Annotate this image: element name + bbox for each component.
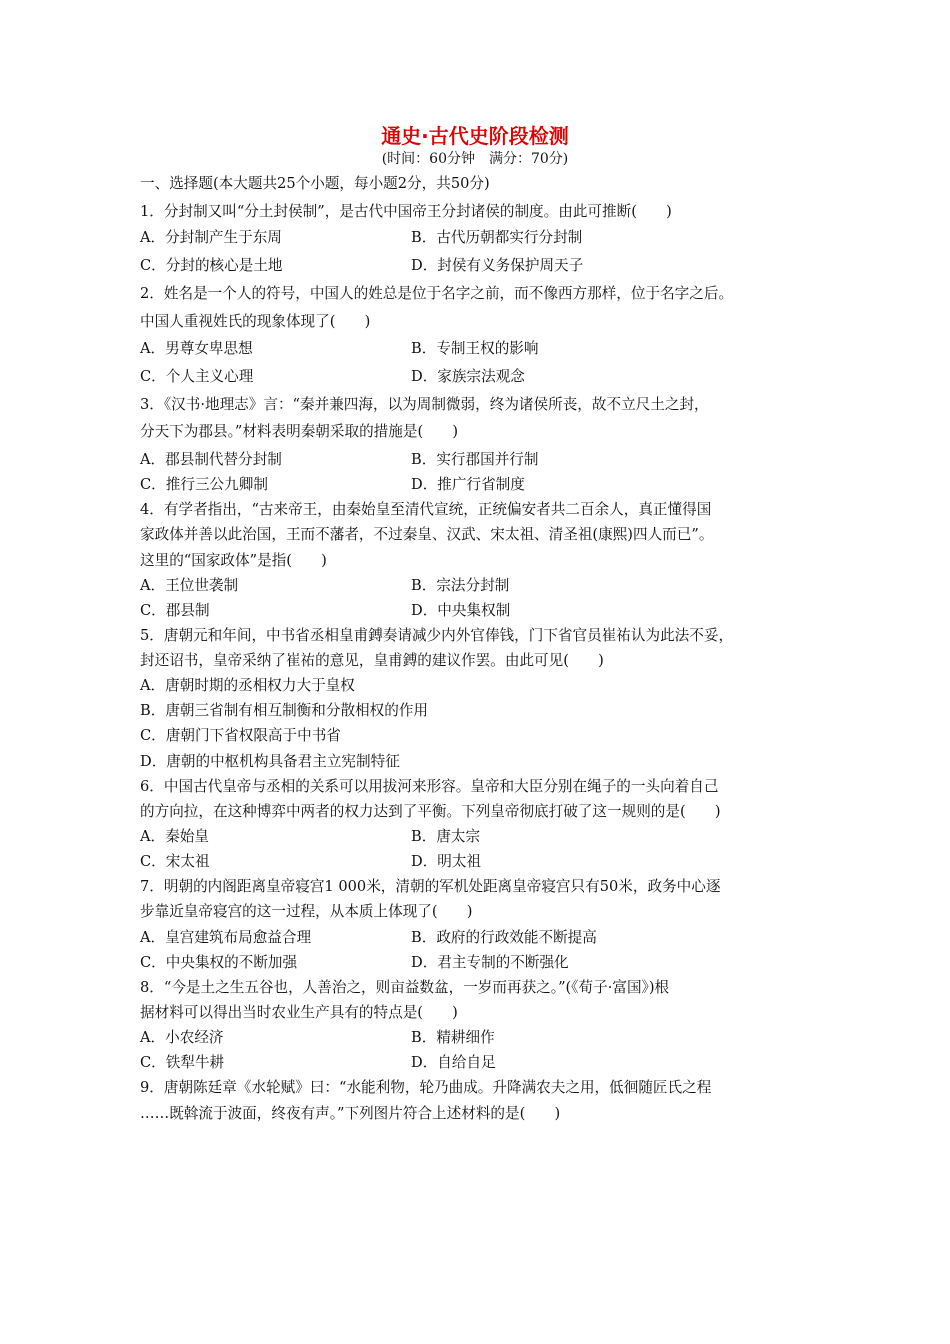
question-stem-line: 8．“今是土之生五谷也，人善治之，则亩益数盆，一岁而再获之。”(《荀子·富国》)根 [140, 979, 670, 996]
section-heading: 一、选择题(本大题共25个小题，每小题2分，共50分) [140, 175, 490, 192]
option-d: D．推广行省制度 [411, 476, 525, 493]
option-d: D．明太祖 [411, 853, 482, 870]
option-a: A．唐朝时期的丞相权力大于皇权 [140, 677, 355, 694]
question-stem-line: ……既斡流于波面，终夜有声。”下列图片符合上述材料的是( ) [140, 1105, 561, 1122]
question-stem-line: 3．《汉书·地理志》言：“秦并兼四海，以为周制微弱，终为诸侯所丧，故不立尺土之封， [140, 396, 709, 413]
option-c: C．个人主义心理 [140, 368, 254, 385]
option-d: D．中央集权制 [411, 602, 511, 619]
page-subtitle: (时间：60分钟 满分：70分) [381, 151, 569, 167]
page-title: 通史·古代史阶段检测 [381, 124, 569, 148]
question-stem-line: 9．唐朝陈廷章《水轮赋》曰：“水能利物，轮乃曲成。升降满农夫之用，低徊随匠氏之程 [140, 1079, 712, 1096]
option-c: C．推行三公九卿制 [140, 476, 268, 493]
option-a: A．秦始皇 [140, 828, 209, 845]
option-c: C．中央集权的不断加强 [140, 954, 298, 971]
option-c: C．分封的核心是土地 [140, 257, 283, 274]
option-d: D．家族宗法观念 [411, 368, 525, 385]
option-b: B．唐朝三省制有相互制衡和分散相权的作用 [140, 702, 429, 719]
question-stem-line: 家政体并善以此治国，王而不藩者，不过秦皇、汉武、宋太祖、清圣祖(康熙)四人而已”。 [140, 526, 714, 543]
option-b: B．宗法分封制 [411, 577, 510, 594]
option-a: A．皇宫建筑布局愈益合理 [140, 929, 312, 946]
question-stem-line: 分天下为郡县。”材料表明秦朝采取的措施是( ) [140, 423, 459, 440]
option-b: B．唐太宗 [411, 828, 481, 845]
option-a: A．王位世袭制 [140, 577, 239, 594]
question-stem-line: 4．有学者指出，“古来帝王，由秦始皇至清代宣统，正统偏安者共二百余人，真正懂得国 [140, 501, 712, 518]
question-stem-line: 2．姓名是一个人的符号，中国人的姓总是位于名字之前，而不像西方那样，位于名字之后。 [140, 285, 734, 302]
option-b: B．实行郡国并行制 [411, 451, 539, 468]
option-c: C．郡县制 [140, 602, 210, 619]
option-c: C．宋太祖 [140, 853, 210, 870]
option-b: B．专制王权的影响 [411, 340, 539, 357]
option-c: C．唐朝门下省权限高于中书省 [140, 727, 341, 744]
option-b: B．精耕细作 [411, 1029, 495, 1046]
option-b: B．古代历朝都实行分封制 [411, 229, 583, 246]
option-b: B．政府的行政效能不断提高 [411, 929, 597, 946]
question-stem-line: 5．唐朝元和年间，中书省丞相皇甫鎛奏请减少内外官俸钱，门下省官员崔祐认为此法不妥， [140, 627, 734, 644]
option-a: A．郡县制代替分封制 [140, 451, 282, 468]
question-stem-line: 据材料可以得出当时农业生产具有的特点是( ) [140, 1004, 458, 1021]
question-stem-line: 中国人重视姓氏的现象体现了( ) [140, 313, 371, 330]
option-c: C．铁犁牛耕 [140, 1054, 225, 1071]
question-stem-line: 7．明朝的内阁距离皇帝寝宫1 000米，清朝的军机处距离皇帝寝宫只有50米，政务中心逐 [140, 878, 721, 895]
option-d: D．封侯有义务保护周天子 [411, 257, 584, 274]
option-a: A．男尊女卑思想 [140, 340, 253, 357]
question-stem-line: 这里的“国家政体”是指( ) [140, 552, 327, 569]
option-a: A．分封制产生于东周 [140, 229, 282, 246]
question-stem-line: 1．分封制又叫“分土封侯制”，是古代中国帝王分封诸侯的制度。由此可推断( ) [140, 203, 672, 220]
question-stem-line: 封还诏书，皇帝采纳了崔祐的意见，皇甫鎛的建议作罢。由此可见( ) [140, 652, 604, 669]
question-stem-line: 6．中国古代皇帝与丞相的关系可以用拔河来形容。皇帝和大臣分别在绳子的一头向着自己 [140, 778, 719, 795]
option-a: A．小农经济 [140, 1029, 224, 1046]
question-stem-line: 步靠近皇帝寝宫的这一过程，从本质上体现了( ) [140, 903, 473, 920]
question-stem-line: 的方向拉，在这种博弈中两者的权力达到了平衡。下列皇帝彻底打破了这一规则的是( ) [140, 803, 721, 820]
option-d: D．自给自足 [411, 1054, 496, 1071]
option-d: D．君主专制的不断强化 [411, 954, 569, 971]
option-d: D．唐朝的中枢机构具备君主立宪制特征 [140, 753, 400, 770]
